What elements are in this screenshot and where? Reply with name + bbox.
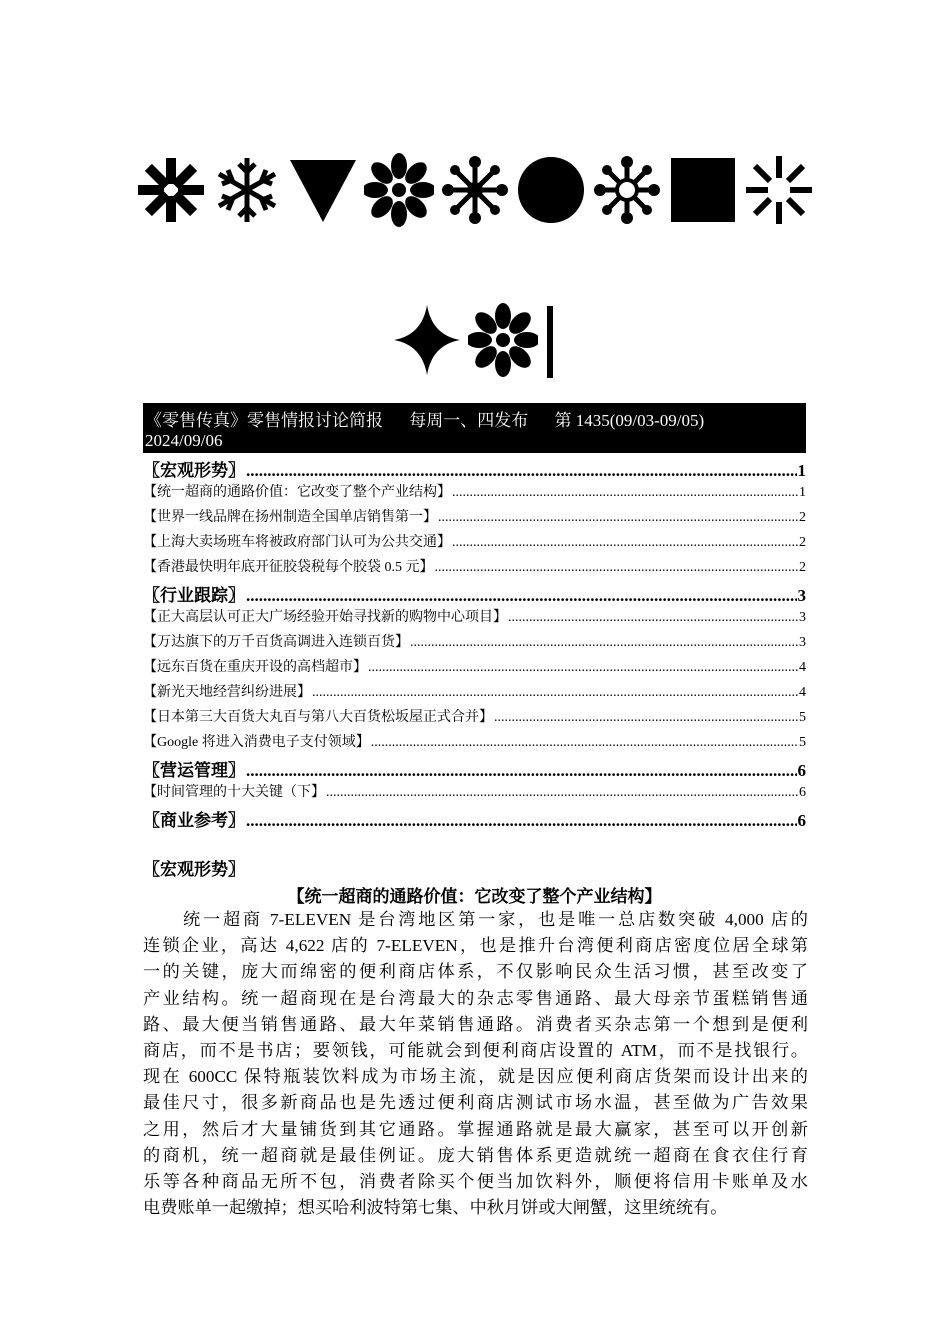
toc-page-number: 6 <box>797 811 806 830</box>
article-line: 乐等各种商品无所不包，消费者除买个便当加饮料外，顺便将信用卡账单及水 <box>143 1172 808 1192</box>
toc-page-number: 3 <box>797 586 806 605</box>
sparkle-glyph-icon <box>440 150 510 230</box>
publish-schedule: 每周一、四发布 <box>409 411 529 430</box>
toc-entry-label: 【日本第三大百货大丸百与第八大百货松坂屋正式合并】 <box>143 710 493 725</box>
toc-page-number: 3 <box>799 635 806 650</box>
toc-entry-label: 【Google 将进入消费电子支付领域】 <box>143 735 370 750</box>
article-line: 电费账单一起缴掉；想买哈利波特第七集、中秋月饼或大闸蟹，这里统统有。 <box>143 1198 728 1218</box>
toc-article-entry[interactable] <box>143 606 806 631</box>
toc-entry-label: 【新光天地经营纠纷进展】 <box>143 685 311 700</box>
toc-dot-leader <box>246 461 797 481</box>
article-line: 一的关键，庞大而绵密的便利商店体系，不仅影响民众生活习惯，甚至改变了 <box>143 962 808 982</box>
toc-dot-leader <box>438 510 798 526</box>
toc-page-number: 6 <box>797 761 806 780</box>
asterisk-glyph-icon <box>136 150 206 230</box>
toc-entry-label: 【上海大卖场班车将被政府部门认可为公共交通】 <box>143 535 451 550</box>
toc-dot-leader <box>508 610 798 626</box>
square-glyph-icon <box>668 150 738 230</box>
toc-dot-leader <box>326 785 798 801</box>
toc-dot-leader <box>371 735 798 751</box>
toc-dot-leader <box>246 811 797 831</box>
toc-entry-label: 【香港最快明年底开征胶袋税每个胶袋 0.5 元】 <box>143 560 434 575</box>
toc-section-entry[interactable] <box>143 806 806 831</box>
toc-dot-leader <box>368 660 798 676</box>
toc-dot-leader <box>246 761 797 781</box>
toc-dot-leader <box>312 685 798 701</box>
toc-entry-label: 〖商业参考〗 <box>143 811 245 831</box>
article-body <box>143 907 808 1221</box>
bar-glyph-icon <box>544 300 558 380</box>
toc-page-number: 1 <box>797 461 806 480</box>
banner-line-1 <box>145 406 726 431</box>
title-glyph-row-1 <box>0 150 950 245</box>
article-line: 连锁企业，高达 4,622 店的 7-ELEVEN，也是推升台湾便利商店密度位居全球第 <box>143 936 808 956</box>
toc-page-number: 3 <box>799 610 806 625</box>
toc-page-number: 2 <box>799 560 806 575</box>
toc-page-number: 2 <box>799 510 806 525</box>
article-line: 最佳尺寸，很多新商品也是先透过便利商店测试市场水温，甚至做为广告效果 <box>143 1093 808 1113</box>
circle-glyph-icon <box>516 150 586 230</box>
toc-entry-label: 【统一超商的通路价值：它改变了整个产业结构】 <box>143 485 451 500</box>
toc-entry-label: 〖行业跟踪〗 <box>143 586 245 606</box>
toc-entry-label: 【万达旗下的万千百货高调进入连锁百货】 <box>143 635 409 650</box>
toc-article-entry[interactable] <box>143 531 806 556</box>
toc-article-entry[interactable] <box>143 681 806 706</box>
toc-page-number: 1 <box>799 485 806 500</box>
toc-entry-label: 【世界一线品牌在扬州制造全国单店销售第一】 <box>143 510 437 525</box>
toc-article-entry[interactable] <box>143 781 806 806</box>
toc-section-entry[interactable] <box>143 756 806 781</box>
table-of-contents <box>143 456 806 831</box>
article-line: 路、最大便当销售通路、最大年菜销售通路。消费者买杂志第一个想到是便利 <box>143 1014 808 1034</box>
flower-glyph-icon <box>468 300 538 380</box>
burst-glyph-icon <box>744 150 814 230</box>
toc-dot-leader <box>452 535 798 551</box>
flower-glyph-icon <box>364 150 434 230</box>
toc-page-number: 5 <box>799 735 806 750</box>
toc-article-entry[interactable] <box>143 631 806 656</box>
issue-date: 2024/09/06 <box>145 431 223 450</box>
toc-dot-leader <box>435 560 799 576</box>
toc-article-entry[interactable] <box>143 656 806 681</box>
article-line: 商店，而不是书店；要领钱，可能就会到便利商店设置的 ATM，而不是找银行。 <box>143 1041 808 1061</box>
newsletter-banner <box>143 403 806 453</box>
toc-section-entry[interactable] <box>143 581 806 606</box>
toc-entry-label: 〖营运管理〗 <box>143 761 245 781</box>
article-line: 之用，然后才大量铺货到其它通路。掌握通路就是最大赢家，甚至可以开创新 <box>143 1119 808 1139</box>
toc-entry-label: 〖宏观形势〗 <box>143 461 245 481</box>
article-line: 统一超商 7-ELEVEN 是台湾地区第一家，也是唯一总店数突破 4,000 店的 <box>143 910 808 929</box>
article-line: 的商机，统一超商就是最佳例证。庞大销售体系更造就统一超商在食衣住行育 <box>143 1145 808 1165</box>
toc-entry-label: 【正大高层认可正大广场经验开始寻找新的购物中心项目】 <box>143 610 507 625</box>
sparkle-glyph-icon <box>592 150 662 230</box>
section-heading: 〖宏观形势〗 <box>143 860 245 880</box>
toc-dot-leader <box>410 635 798 651</box>
toc-article-entry[interactable] <box>143 706 806 731</box>
toc-entry-label: 【时间管理的十大关键（下】 <box>143 785 325 800</box>
toc-page-number: 5 <box>799 710 806 725</box>
article-title: 【统一超商的通路价值：它改变了整个产业结构】 <box>287 887 662 907</box>
title-glyph-row-2 <box>0 300 950 390</box>
four-point-star-glyph-icon <box>392 300 462 380</box>
toc-page-number: 4 <box>799 685 806 700</box>
toc-section-entry[interactable] <box>143 456 806 481</box>
article-line: 产业结构。统一超商现在是台湾最大的杂志零售通路、最大母亲节蛋糕销售通 <box>143 988 808 1008</box>
toc-page-number: 2 <box>799 535 806 550</box>
toc-article-entry[interactable] <box>143 506 806 531</box>
toc-dot-leader <box>452 485 798 501</box>
triangle-down-glyph-icon <box>288 150 358 230</box>
publication-name: 《零售传真》零售情报讨论简报 <box>145 411 383 430</box>
toc-page-number: 6 <box>799 785 806 800</box>
toc-dot-leader <box>246 586 797 606</box>
toc-dot-leader <box>494 710 798 726</box>
toc-article-entry[interactable] <box>143 731 806 756</box>
toc-article-entry[interactable] <box>143 481 806 506</box>
toc-page-number: 4 <box>799 660 806 675</box>
article-line: 现在 600CC 保特瓶装饮料成为市场主流，就是因应便利商店货架而设计出来的 <box>143 1067 808 1087</box>
issue-number: 第 1435(09/03-09/05) <box>554 411 705 430</box>
toc-entry-label: 【远东百货在重庆开设的高档超市】 <box>143 660 367 675</box>
snowflake-glyph-icon <box>212 150 282 230</box>
toc-article-entry[interactable] <box>143 556 806 581</box>
